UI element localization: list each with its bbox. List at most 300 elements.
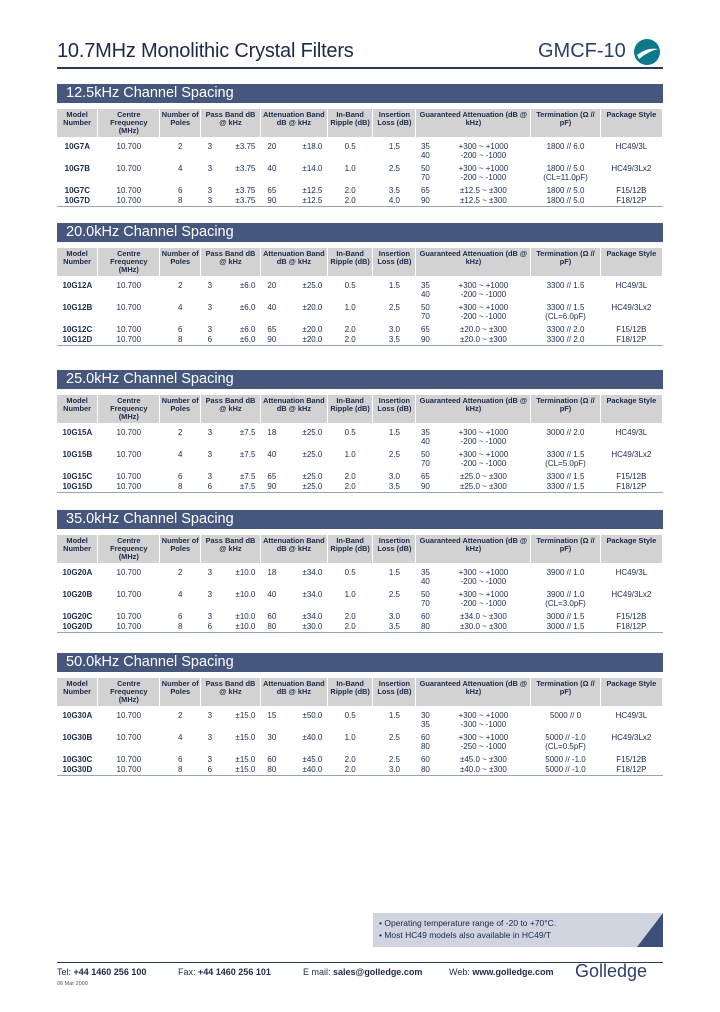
pass-band-khz: ±15.0 <box>235 755 256 764</box>
guaranteed-attenuation <box>416 276 531 299</box>
termination-value: 1800 // 5.0 <box>546 164 585 173</box>
insertion-loss: 1.5 <box>388 281 400 290</box>
guaranteed-khz: +300 ~ +1000 <box>458 711 509 720</box>
centre-frequency: 10.700 <box>116 303 142 312</box>
model-number: 10G15B <box>62 450 93 459</box>
column-header: Centre Frequency (MHz) <box>98 109 160 137</box>
number-of-poles: 4 <box>178 164 183 173</box>
insertion-loss: 2.5 <box>388 590 400 599</box>
termination <box>531 160 600 182</box>
column-header: Insertion Loss (dB) <box>373 248 416 276</box>
in-band-ripple: 0.5 <box>344 428 356 437</box>
pass-band-db: 6 <box>207 622 213 631</box>
pass-band-db: 3 <box>207 281 213 290</box>
column-header: Attenuation Band dB @ kHz <box>260 109 327 137</box>
package-style: HC49/3Lx2 <box>611 450 652 459</box>
column-header: Insertion Loss (dB) <box>373 678 416 706</box>
table-row <box>57 563 663 586</box>
guaranteed-db: 35 <box>420 142 430 151</box>
in-band-ripple: 2.0 <box>344 612 356 621</box>
package-style: HC49/3L <box>615 142 648 151</box>
centre-frequency: 10.700 <box>98 621 160 633</box>
table-row <box>57 423 663 446</box>
table-row <box>57 621 663 633</box>
pass-band-db: 3 <box>207 733 213 742</box>
termination-value: 3900 // 1.0 <box>546 568 585 577</box>
centre-frequency: 10.700 <box>116 186 142 195</box>
number-of-poles: 6 <box>178 472 183 481</box>
attenuation-band-db: 80 <box>267 765 277 774</box>
termination-value: 3300 // 1.5 <box>546 303 585 312</box>
termination <box>531 334 600 346</box>
pass-band <box>201 729 261 751</box>
guaranteed-db: 40 <box>420 290 430 299</box>
package-style: F15/12B <box>616 325 647 334</box>
termination <box>531 299 600 321</box>
model-number: 10G30B <box>62 733 93 742</box>
guaranteed-khz: +300 ~ +1000 <box>458 303 509 312</box>
guaranteed-db: 80 <box>420 742 430 751</box>
pass-band-db: 3 <box>207 472 213 481</box>
footer-rule <box>57 962 663 963</box>
column-header: Termination (Ω // pF) <box>531 535 600 563</box>
model-number: 10G20A <box>62 568 93 577</box>
column-header: Attenuation Band dB @ kHz <box>260 395 327 423</box>
column-header: Pass Band dB @ kHz <box>201 395 261 423</box>
attenuation-band <box>260 764 327 776</box>
column-header: Model Number <box>57 395 98 423</box>
column-header: Termination (Ω // pF) <box>531 678 600 706</box>
termination <box>531 586 600 608</box>
in-band-ripple: 1.0 <box>344 733 356 742</box>
number-of-poles: 6 <box>178 325 183 334</box>
column-header: Termination (Ω // pF) <box>531 395 600 423</box>
number-of-poles: 2 <box>178 142 183 151</box>
column-header: In-Band Ripple (dB) <box>327 395 372 423</box>
centre-frequency: 10.700 <box>116 755 142 764</box>
guaranteed-attenuation <box>416 195 531 207</box>
column-header: Centre Frequency (MHz) <box>98 535 160 563</box>
column-header: Termination (Ω // pF) <box>531 109 600 137</box>
notes-corner-decoration <box>637 913 663 947</box>
pass-band-db: 3 <box>207 428 213 437</box>
package-style: HC49/3L <box>615 711 648 720</box>
attenuation-band <box>260 751 327 764</box>
guaranteed-attenuation <box>416 751 531 764</box>
guaranteed-khz: +300 ~ +1000 <box>458 281 509 290</box>
guaranteed-db: 35 <box>420 568 430 577</box>
termination-value: 5000 // -1.0 <box>545 733 586 742</box>
section-0 <box>57 84 663 207</box>
insertion-loss: 1.5 <box>388 568 400 577</box>
pass-band-khz: ±10.0 <box>235 568 256 577</box>
number-of-poles: 8 <box>160 195 201 207</box>
attenuation-band-khz: ±30.0 <box>302 622 323 631</box>
column-header: Insertion Loss (dB) <box>373 109 416 137</box>
footer-email[interactable]: E mail: sales@golledge.com <box>303 967 423 977</box>
pass-band-db: 3 <box>207 164 213 173</box>
guaranteed-db: 80 <box>420 765 430 774</box>
model-number: 10G7C <box>64 186 91 195</box>
column-header: Attenuation Band dB @ kHz <box>260 535 327 563</box>
guaranteed-khz: -200 ~ -1000 <box>460 173 507 182</box>
attenuation-band-db: 90 <box>267 335 277 344</box>
model-number: 10G20D <box>57 621 98 633</box>
section-title: 35.0kHz Channel Spacing <box>57 510 663 529</box>
guaranteed-db: 80 <box>420 622 430 631</box>
table-row <box>57 706 663 729</box>
in-band-ripple: 2.0 <box>344 325 356 334</box>
package-style: F15/12B <box>616 755 647 764</box>
attenuation-band-db: 20 <box>267 142 277 151</box>
number-of-poles: 6 <box>178 612 183 621</box>
attenuation-band-db: 60 <box>267 755 277 764</box>
column-header: Attenuation Band dB @ kHz <box>260 678 327 706</box>
pass-band-khz: ±15.0 <box>235 733 256 742</box>
attenuation-band <box>260 446 327 468</box>
page-title: 10.7MHz Monolithic Crystal Filters <box>57 40 354 62</box>
centre-frequency: 10.700 <box>116 612 142 621</box>
section-title: 50.0kHz Channel Spacing <box>57 653 663 672</box>
termination-value: 3300 // 2.0 <box>546 335 585 344</box>
insertion-loss: 1.5 <box>388 142 400 151</box>
in-band-ripple: 2.0 <box>327 764 372 776</box>
termination-value: 3900 // 1.0 <box>546 590 585 599</box>
number-of-poles: 2 <box>178 711 183 720</box>
pass-band <box>201 276 261 299</box>
package-style: F18/12P <box>600 481 662 493</box>
attenuation-band-db: 65 <box>267 325 277 334</box>
attenuation-band-khz: ±34.0 <box>302 612 323 621</box>
pass-band-khz: ±10.0 <box>235 622 256 631</box>
column-header: Centre Frequency (MHz) <box>98 248 160 276</box>
guaranteed-khz: ±25.0 ~ ±300 <box>459 472 507 481</box>
guaranteed-attenuation <box>416 446 531 468</box>
column-header: In-Band Ripple (dB) <box>327 678 372 706</box>
package-style: HC49/3Lx2 <box>611 303 652 312</box>
termination-value: 1800 // 5.0 <box>546 186 585 195</box>
termination <box>531 195 600 207</box>
attenuation-band <box>260 160 327 182</box>
guaranteed-khz: -250 ~ -1000 <box>460 742 507 751</box>
attenuation-band-khz: ±20.0 <box>302 303 323 312</box>
table-row <box>57 468 663 481</box>
table-row <box>57 729 663 751</box>
guaranteed-db: 40 <box>420 437 430 446</box>
pass-band-khz: ±10.0 <box>235 590 256 599</box>
centre-frequency: 10.700 <box>98 334 160 346</box>
guaranteed-db: 40 <box>420 577 430 586</box>
centre-frequency: 10.700 <box>116 590 142 599</box>
centre-frequency: 10.700 <box>116 281 142 290</box>
model-number: 10G7D <box>57 195 98 207</box>
pass-band-khz: ±6.0 <box>239 325 256 334</box>
footer-web[interactable]: Web: www.golledge.com <box>449 967 554 977</box>
brand-wordmark: Golledge <box>575 961 648 981</box>
termination <box>531 706 600 729</box>
pass-band <box>201 321 261 334</box>
pass-band-khz: ±15.0 <box>235 765 256 774</box>
pass-band-khz: ±3.75 <box>235 164 256 173</box>
section-1 <box>57 223 663 346</box>
guaranteed-khz: ±12.5 ~ ±300 <box>459 186 507 195</box>
guaranteed-khz: ±30.0 ~ ±300 <box>459 622 507 631</box>
number-of-poles: 4 <box>178 450 183 459</box>
insertion-loss: 1.5 <box>388 711 400 720</box>
pass-band-khz: ±6.0 <box>239 303 256 312</box>
insertion-loss: 3.0 <box>388 612 400 621</box>
in-band-ripple: 2.0 <box>327 621 372 633</box>
attenuation-band-db: 90 <box>267 196 277 205</box>
in-band-ripple: 2.0 <box>344 472 356 481</box>
termination-value: 3300 // 1.5 <box>546 472 585 481</box>
guaranteed-db: 40 <box>420 151 430 160</box>
guaranteed-db: 70 <box>420 312 430 321</box>
model-number: 10G30A <box>62 711 93 720</box>
guaranteed-attenuation <box>416 423 531 446</box>
guaranteed-attenuation <box>416 706 531 729</box>
termination-value: 5000 // -1.0 <box>545 765 586 774</box>
termination-value: 3300 // 1.5 <box>546 450 585 459</box>
attenuation-band-db: 80 <box>267 622 277 631</box>
guaranteed-db: 50 <box>420 164 430 173</box>
table-row <box>57 334 663 346</box>
termination-value: (CL=0.5pF) <box>545 742 586 751</box>
model-number: 10G20B <box>62 590 93 599</box>
package-style: HC49/3Lx2 <box>611 164 652 173</box>
guaranteed-db: 60 <box>420 733 430 742</box>
termination <box>531 468 600 481</box>
notes-box <box>373 913 663 947</box>
pass-band-khz: ±7.5 <box>239 482 256 491</box>
section-title: 20.0kHz Channel Spacing <box>57 223 663 242</box>
pass-band <box>201 608 261 621</box>
note-hc49t: • Most HC49 models also available in HC49/T <box>379 930 552 940</box>
centre-frequency: 10.700 <box>116 325 142 334</box>
pass-band <box>201 481 261 493</box>
pass-band <box>201 423 261 446</box>
table-row <box>57 137 663 160</box>
attenuation-band-db: 60 <box>267 612 277 621</box>
table-row <box>57 481 663 493</box>
number-of-poles: 4 <box>178 733 183 742</box>
column-header: Number of Poles <box>160 535 201 563</box>
pass-band-db: 3 <box>207 303 213 312</box>
attenuation-band-khz: ±25.0 <box>302 450 323 459</box>
document-date: 06 Mar 2000 <box>57 981 88 987</box>
insertion-loss: 4.0 <box>373 195 416 207</box>
model-number: 10G15A <box>62 428 93 437</box>
insertion-loss: 1.5 <box>388 428 400 437</box>
attenuation-band-khz: ±12.5 <box>302 196 323 205</box>
guaranteed-db: 50 <box>420 303 430 312</box>
attenuation-band <box>260 706 327 729</box>
number-of-poles: 8 <box>160 764 201 776</box>
centre-frequency: 10.700 <box>116 568 142 577</box>
column-header: Number of Poles <box>160 248 201 276</box>
termination <box>531 276 600 299</box>
termination-value: 3000 // 1.5 <box>546 612 585 621</box>
number-of-poles: 6 <box>178 755 183 764</box>
pass-band-db: 3 <box>207 186 213 195</box>
pass-band-db: 3 <box>207 450 213 459</box>
number-of-poles: 2 <box>178 281 183 290</box>
attenuation-band-khz: ±40.0 <box>302 733 323 742</box>
attenuation-band-khz: ±50.0 <box>302 711 323 720</box>
spec-table <box>57 678 663 776</box>
termination-value: 5000 // -1.0 <box>545 755 586 764</box>
guaranteed-khz: -200 ~ -1000 <box>460 437 507 446</box>
guaranteed-db: 35 <box>420 281 430 290</box>
termination <box>531 137 600 160</box>
column-header: Centre Frequency (MHz) <box>98 678 160 706</box>
pass-band-khz: ±3.75 <box>235 186 256 195</box>
guaranteed-khz: -300 ~ -1000 <box>460 720 507 729</box>
termination-value: 1800 // 5.0 <box>546 196 585 205</box>
pass-band <box>201 563 261 586</box>
attenuation-band <box>260 321 327 334</box>
attenuation-band-khz: ±25.0 <box>302 482 323 491</box>
package-style: F18/12P <box>600 195 662 207</box>
guaranteed-khz: ±20.0 ~ ±300 <box>459 325 507 334</box>
guaranteed-khz: +300 ~ +1000 <box>458 450 509 459</box>
in-band-ripple: 2.0 <box>344 755 356 764</box>
pass-band-db: 3 <box>207 590 213 599</box>
section-title: 12.5kHz Channel Spacing <box>57 84 663 103</box>
number-of-poles: 4 <box>178 590 183 599</box>
pass-band <box>201 334 261 346</box>
in-band-ripple: 0.5 <box>344 281 356 290</box>
golledge-logo-icon <box>633 38 661 66</box>
attenuation-band-db: 40 <box>267 164 277 173</box>
in-band-ripple: 2.0 <box>327 334 372 346</box>
column-header: In-Band Ripple (dB) <box>327 535 372 563</box>
guaranteed-db: 30 <box>420 711 430 720</box>
insertion-loss: 3.5 <box>388 186 400 195</box>
column-header: Package Style <box>600 535 662 563</box>
table-row <box>57 182 663 195</box>
pass-band-khz: ±7.5 <box>239 428 256 437</box>
attenuation-band-db: 30 <box>267 733 277 742</box>
column-header: Pass Band dB @ kHz <box>201 535 261 563</box>
attenuation-band <box>260 608 327 621</box>
pass-band <box>201 137 261 160</box>
guaranteed-db: 35 <box>420 428 430 437</box>
guaranteed-db: 65 <box>420 325 430 334</box>
guaranteed-db: 65 <box>420 472 430 481</box>
table-row <box>57 446 663 468</box>
attenuation-band <box>260 276 327 299</box>
termination-value: 3300 // 2.0 <box>546 325 585 334</box>
centre-frequency: 10.700 <box>98 195 160 207</box>
termination <box>531 729 600 751</box>
pass-band <box>201 706 261 729</box>
attenuation-band-db: 90 <box>267 482 277 491</box>
attenuation-band-db: 65 <box>267 472 277 481</box>
attenuation-band <box>260 481 327 493</box>
table-row <box>57 299 663 321</box>
attenuation-band-khz: ±40.0 <box>302 765 323 774</box>
pass-band-db: 6 <box>207 765 213 774</box>
guaranteed-khz: ±34.0 ~ ±300 <box>459 612 507 621</box>
column-header: Insertion Loss (dB) <box>373 395 416 423</box>
attenuation-band <box>260 195 327 207</box>
guaranteed-khz: -200 ~ -1000 <box>460 290 507 299</box>
pass-band <box>201 586 261 608</box>
package-style: F15/12B <box>616 472 647 481</box>
guaranteed-khz: ±40.0 ~ ±300 <box>459 765 507 774</box>
pass-band-khz: ±3.75 <box>235 142 256 151</box>
guaranteed-db: 60 <box>420 612 430 621</box>
guaranteed-attenuation <box>416 764 531 776</box>
attenuation-band <box>260 299 327 321</box>
section-4 <box>57 653 663 776</box>
attenuation-band-khz: ±45.0 <box>302 755 323 764</box>
pass-band-khz: ±6.0 <box>239 281 256 290</box>
pass-band-db: 3 <box>207 612 213 621</box>
insertion-loss: 3.0 <box>388 472 400 481</box>
package-style: F18/12P <box>600 621 662 633</box>
termination-value: 3000 // 2.0 <box>546 428 585 437</box>
attenuation-band-db: 40 <box>267 590 277 599</box>
footer-fax: Fax: +44 1460 256 101 <box>178 967 271 977</box>
attenuation-band-khz: ±34.0 <box>302 590 323 599</box>
centre-frequency: 10.700 <box>116 711 142 720</box>
package-style: F15/12B <box>616 186 647 195</box>
package-style: HC49/3L <box>615 281 648 290</box>
termination-value: 5000 // 0 <box>549 711 582 720</box>
termination-value: 3000 // 1.5 <box>546 622 585 631</box>
centre-frequency: 10.700 <box>98 764 160 776</box>
guaranteed-db: 90 <box>420 482 430 491</box>
column-header: Number of Poles <box>160 109 201 137</box>
model-number: 10G30D <box>57 764 98 776</box>
column-header: Model Number <box>57 678 98 706</box>
model-number: 10G15C <box>62 472 93 481</box>
termination-value: 1800 // 6.0 <box>546 142 585 151</box>
termination <box>531 621 600 633</box>
guaranteed-khz: +300 ~ +1000 <box>458 428 509 437</box>
attenuation-band-khz: ±18.0 <box>302 142 323 151</box>
column-header: Number of Poles <box>160 395 201 423</box>
guaranteed-attenuation <box>416 160 531 182</box>
guaranteed-db: 90 <box>420 196 430 205</box>
package-style: HC49/3L <box>615 568 648 577</box>
pass-band-db: 3 <box>207 711 213 720</box>
pass-band-db: 3 <box>207 142 213 151</box>
package-style: HC49/3Lx2 <box>611 590 652 599</box>
model-code: GMCF-10 <box>538 40 626 62</box>
column-header: Number of Poles <box>160 678 201 706</box>
guaranteed-attenuation <box>416 182 531 195</box>
attenuation-band <box>260 182 327 195</box>
in-band-ripple: 1.0 <box>344 590 356 599</box>
centre-frequency: 10.700 <box>116 142 142 151</box>
guaranteed-attenuation <box>416 334 531 346</box>
table-row <box>57 276 663 299</box>
guaranteed-attenuation <box>416 563 531 586</box>
pass-band <box>201 468 261 481</box>
header-rule <box>57 67 663 69</box>
package-style: F15/12B <box>616 612 647 621</box>
guaranteed-khz: ±20.0 ~ ±300 <box>459 335 507 344</box>
guaranteed-attenuation <box>416 621 531 633</box>
attenuation-band-khz: ±34.0 <box>302 568 323 577</box>
attenuation-band <box>260 468 327 481</box>
model-number: 10G7A <box>64 142 91 151</box>
guaranteed-attenuation <box>416 608 531 621</box>
column-header: Package Style <box>600 109 662 137</box>
